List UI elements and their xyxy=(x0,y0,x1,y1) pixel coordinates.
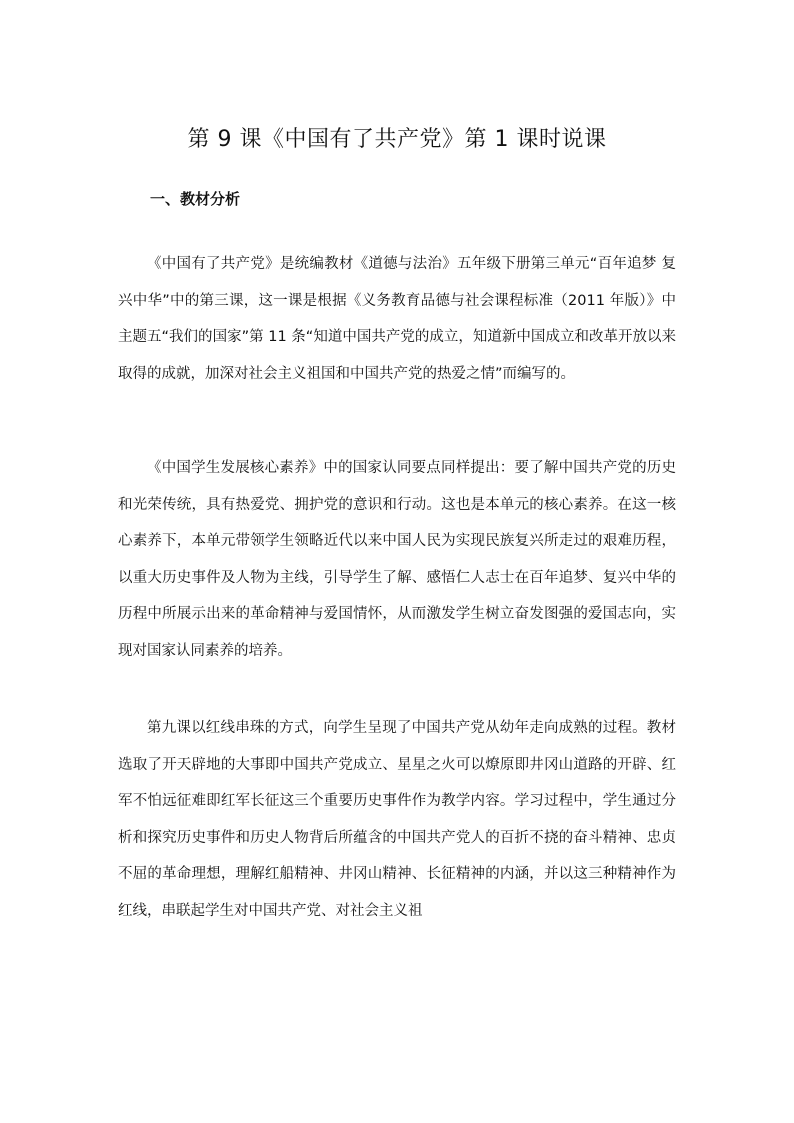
document-title: 第 9 课《中国有了共产党》第 1 课时说课 xyxy=(187,127,607,152)
paragraph-core-literacy: 《中国学生发展核心素养》中的国家认同要点同样提出：要了解中国共产党的历史和光荣传统，具有热爱党、拥护党的意识和行动。这也是本单元的核心素养。在这一核心素养下，本单元带领学生领略近代以来中国人民为实现民族复兴所走过的艰难历程，以重大历史事件及人物为主线，引导学生了解、感悟仁人志士在百年追梦、复兴中华的历程中所展示出来的革命精神与爱国情怀，从而激发学生树立奋发图强的爱国志向，实现对国家认同素养的培养。 xyxy=(118,460,676,659)
paragraph-textbook-overview: 《中国有了共产党》是统编教材《道德与法治》五年级下册第三单元“百年追梦 复兴中华”中的第三课，这一课是根据《义务教育品德与社会课程标准（2011 年版）》中主题五“我们的国家”第 11 条“知道中国共产党的成立，知道新中国成立和改革开放以来取得的成就，加深对社会主义祖国和中国共产党的热爱之情”而编写的。 xyxy=(118,256,676,382)
paragraph-lesson-content: 第九课以红线串珠的方式，向学生呈现了中国共产党从幼年走向成熟的过程。教材选取了开天辟地的大事即中国共产党成立、星星之火可以燎原即井冈山道路的开辟、红军不怕远征难即红军长征这三个重要历史事件作为教学内容。学习过程中，学生通过分析和探究历史事件和历史人物背后所蕴含的中国共产党人的百折不挠的奋斗精神、忠贞不屈的革命理想，理解红船精神、井冈山精神、长征精神的内涵，并以这三种精神作为红线，串联起学生对中国共产党、对社会主义祖 xyxy=(118,720,676,919)
section-heading: 一、教材分析 xyxy=(150,190,241,208)
